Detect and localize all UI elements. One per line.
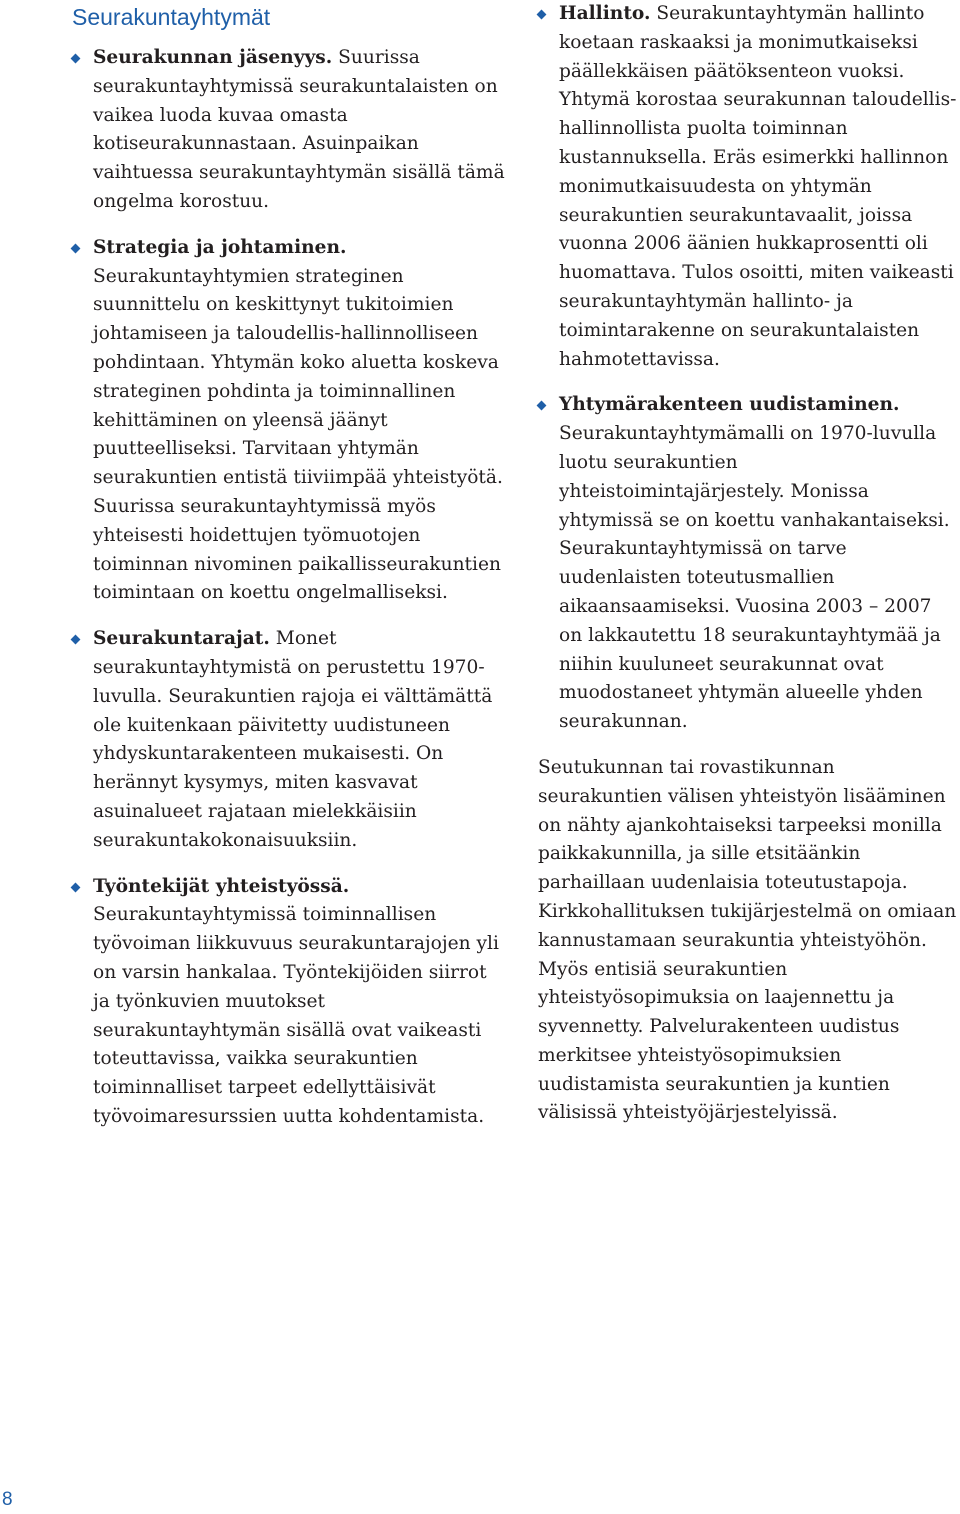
- bullet-item-body: [93, 234, 508, 608]
- bullet-item-tyontekijat-yhteistyossa: [72, 873, 508, 1132]
- right-column: [538, 0, 960, 1128]
- diamond-bullet-icon: [71, 243, 81, 253]
- bullet-item-text: Monet seurakuntayhtymistä on perustettu 1970-luvulla. Seurakuntien rajoja ei välttämättä ole kuitenkaan päivitetty uudistuneen yhdyskuntarakenteen mukaisesti. On herännyt kysymys, miten kasvavat asuinalueet rajataan mielekkäisiin seurakuntakokonaisuuksiin.: [93, 628, 493, 851]
- bullet-item-body: [559, 0, 960, 374]
- section-title: Seurakuntayhtymät: [72, 4, 271, 30]
- page-number: 8: [2, 1489, 13, 1510]
- bullet-item-hallinto: [538, 0, 960, 374]
- bullet-item-body: [559, 391, 960, 737]
- bullet-item-text: Seurakuntayhtymissä toiminnallisen työvoiman liikkuvuus seurakuntarajojen yli on varsin hankalaa. Työntekijöiden siirrot ja työnkuvien muutokset seurakuntayhtymän sisällä ovat vaikeasti toteuttavissa, vaikka seurakuntien toiminnalliset tarpeet edellyttäisivät työvoimaresurssien uutta kohdentamista.: [93, 904, 499, 1127]
- diamond-bullet-icon: [537, 10, 547, 20]
- bullet-item-text: Seurakuntayhtymien strateginen suunnittelu on keskittynyt tukitoimien johtamiseen ja taloudellis-hallinnolliseen pohdintaan. Yhtymän koko aluetta koskeva strateginen pohdinta ja toiminnallinen kehittäminen on yleensä jäänyt puutteelliseksi. Tarvitaan yhtymän seurakuntien entistä tiiviimpää yhteistyötä. Suurissa seurakuntayhtymissä myös yhteisesti hoidettujen työmuotojen toiminnan nivominen paikallisseurakuntien toimintaan on koettu ongelmalliseksi.: [93, 265, 503, 604]
- diamond-bullet-icon: [71, 54, 81, 64]
- left-column: [72, 44, 508, 1149]
- bullet-item-seurakuntarajat: [72, 625, 508, 855]
- bullet-item-seurakunnan-jasenyys: [72, 44, 508, 217]
- bullet-item-text: Suurissa seurakuntayhtymissä seurakuntalaisten on vaikea luoda kuvaa omasta kotiseurakunnastaan. Asuinpaikan vaihtuessa seurakuntayhtymän sisällä tämä ongelma korostuu.: [93, 47, 505, 212]
- bullet-item-strategia-ja-johtaminen: [72, 234, 508, 608]
- diamond-bullet-icon: [71, 635, 81, 645]
- bullet-item-term: Hallinto.: [559, 3, 651, 24]
- bullet-item-body: [93, 625, 508, 855]
- bullet-item-body: [93, 873, 508, 1132]
- body-paragraph: Seutukunnan tai rovastikunnan seurakuntien välisen yhteistyön lisääminen on nähty ajankohtaiseksi tarpeeksi monilla paikkakunnilla, ja sille etsitäänkin parhaillaan uudenlaisia toteutustapoja. Kirkkohallituksen tukijärjestelmä on omiaan kannustamaan seurakuntia yhteistyöhön. Myös entisiä seurakuntien yhteistyösopimuksia on laajennettu ja syvennetty. Palvelurakenteen uudistus merkitsee yhteistyösopimuksien uudistamista seurakuntien ja kuntien välisissä yhteistyöjärjestelyissä.: [538, 756, 957, 1124]
- bullet-item-term: Yhtymärakenteen uudistaminen.: [559, 394, 900, 416]
- diamond-bullet-icon: [71, 882, 81, 892]
- bullet-item-term: Työntekijät yhteistyössä.: [93, 875, 350, 897]
- bullet-item-text: Seurakuntayhtymämalli on 1970-luvulla luotu seurakuntien yhteistoimintajärjestely. Monissa yhtymissä se on koettu vanhakantaiseksi. Seurakuntayhtymissä on tarve uudenlaisten toteutusmallien aikaansaamiseksi. Vuosina 2003 – 2007 on lakkautettu 18 seurakuntayhtymää ja niihin kuuluneet seurakunnat ovat muodostaneet yhtymän alueelle yhden seurakunnan.: [559, 423, 950, 733]
- diamond-bullet-icon: [537, 401, 547, 411]
- bullet-item-term: Strategia ja johtaminen.: [93, 236, 347, 258]
- bullet-item-term: Seurakunnan jäsenyys.: [93, 47, 333, 68]
- bullet-item-body: [93, 44, 508, 217]
- bullet-item-term: Seurakuntarajat.: [93, 628, 270, 650]
- bullet-item-yhtymarakenteen-uudistaminen: [538, 391, 960, 737]
- bullet-item-text: Seurakuntayhtymän hallinto koetaan raskaaksi ja monimutkaiseksi päällekkäisen päätöksenteon vuoksi. Yhtymä korostaa seurakunnan taloudellis-hallinnollista puolta toiminnan kustannuksella. Eräs esimerkki hallinnon monimutkaisuudesta on yhtymän seurakuntien seurakuntavaalit, joissa vuonna 2006 äänien hukkaprosentti oli huomattava. Tulos osoitti, miten vaikeasti seurakuntayhtymän hallinto- ja toimintarakenne on seurakuntalaisten hahmotettavissa.: [559, 3, 957, 370]
